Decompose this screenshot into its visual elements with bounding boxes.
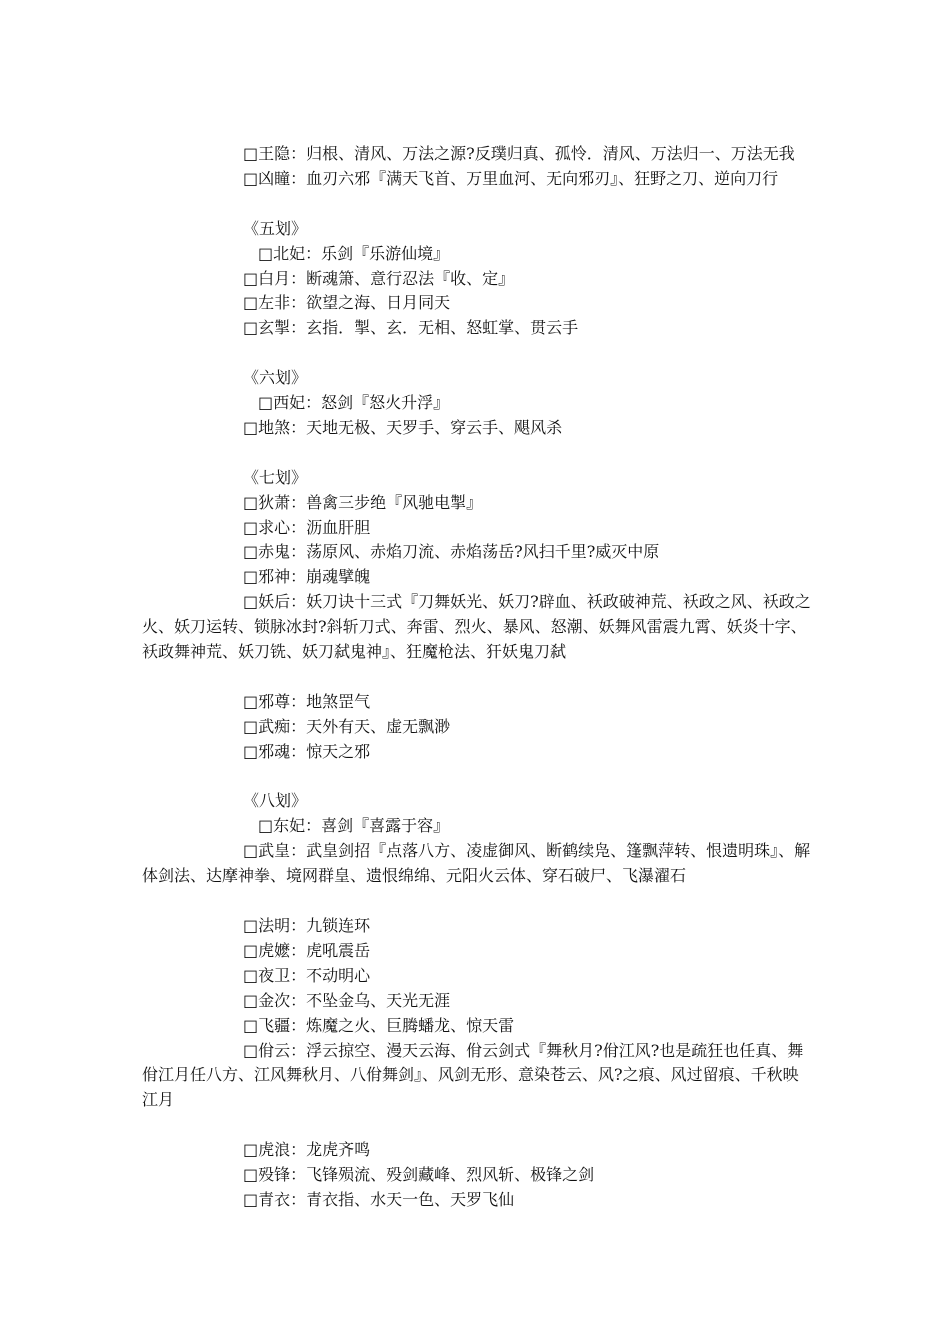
entry-line: □虎嬷：虎吼震岳	[243, 940, 371, 960]
entry-line: □北妃：乐剑『乐游仙境』	[258, 243, 450, 263]
paragraph-gap	[142, 441, 812, 466]
entry-line: □地煞：天地无极、天罗手、穿云手、飓风杀	[243, 417, 563, 437]
entry-line: □邪尊：地煞罡气	[243, 691, 371, 711]
entry-line: □殁锋：飞锋殒流、殁剑藏峰、烈风斩、极锋之剑	[243, 1165, 595, 1185]
entry-line: □法明：九锁连环	[243, 916, 371, 935]
entry-line: □狄萧：兽禽三步绝『风驰电掣』	[243, 492, 483, 512]
entry-paragraph: □妖后：妖刀诀十三式『刀舞妖光、妖刀?辟血、袄政破神荒、袄政之风、袄政之火、妖刀运转、锁脉冰封?斜斩刀式、奔雷、烈火、暴风、怒潮、妖舞风雷震九霄、妖炎十字、袄政舞神荒、妖刀铣、妖刀弑鬼神』、狂魔枪法、犴妖鬼刀弑	[142, 592, 811, 662]
entry-line: □求心：沥血肝胆	[243, 517, 371, 537]
entry-line: □白月：断魂箫、意行忍法『收、定』	[243, 268, 515, 288]
entry-line: □赤鬼：荡原风、赤焰刀流、赤焰荡岳?风扫千里?威灭中原	[243, 542, 660, 562]
entry-line: □邪魂：惊天之邪	[243, 741, 371, 761]
entry-line: □东妃：喜剑『喜露于容』	[258, 816, 450, 836]
entry-line: □玄掣：玄指．掣、玄．无相、怒虹掌、贯云手	[243, 318, 579, 338]
entry-line: □邪神：崩魂擘魄	[243, 567, 371, 587]
paragraph-gap	[142, 665, 812, 690]
document-body	[142, 142, 812, 1213]
entry-paragraph: □佾云：浮云掠空、漫天云海、佾云剑式『舞秋月?佾江风?也是疏狂也任真、舞佾江月任八方、江风舞秋月、八佾舞剑』、风剑无形、意染苍云、风?之痕、风过留痕、千秋映江月	[142, 1040, 804, 1110]
section-heading: 《五划》	[243, 218, 308, 238]
entry-line: □西妃：怒剑『怒火升浮』	[258, 393, 450, 413]
paragraph-gap	[142, 341, 812, 366]
entry-line: □金次：不坠金乌、天光无涯	[243, 990, 451, 1010]
section-heading: 《七划》	[243, 467, 308, 487]
entry-line: □武痴：天外有天、虚无飘渺	[243, 716, 451, 736]
entry-line: □青衣：青衣指、水天一色、天罗飞仙	[243, 1189, 515, 1209]
section-heading: 《八划》	[243, 791, 308, 811]
entry-line: □夜卫：不动明心	[243, 965, 371, 985]
entry-line: □凶瞳：血刃六邪『满天飞首、万里血河、无向邪刃』、狂野之刀、逆向刀行	[243, 168, 779, 188]
paragraph-gap	[142, 889, 812, 914]
paragraph-gap	[142, 765, 812, 790]
paragraph-gap	[142, 1113, 812, 1138]
entry-line: □左非：欲望之海、日月同天	[243, 293, 451, 313]
entry-line: □王隐：归根、清风、万法之源?反璞归真、孤怜．清风、万法归一、万法无我	[243, 144, 795, 163]
paragraph-gap	[142, 192, 812, 217]
entry-line: □虎浪：龙虎齐鸣	[243, 1140, 371, 1160]
entry-paragraph: □武皇：武皇剑招『点落八方、凌虚御风、断鹤续凫、篷飘萍转、恨遗明珠』、解体剑法、达摩神拳、境网群皇、遗恨绵绵、元阳火云体、穿石破尸、飞瀑濯石	[142, 841, 811, 886]
section-heading: 《六划》	[243, 368, 308, 388]
entry-line: □飞疆：炼魔之火、巨腾蟠龙、惊天雷	[243, 1015, 515, 1035]
